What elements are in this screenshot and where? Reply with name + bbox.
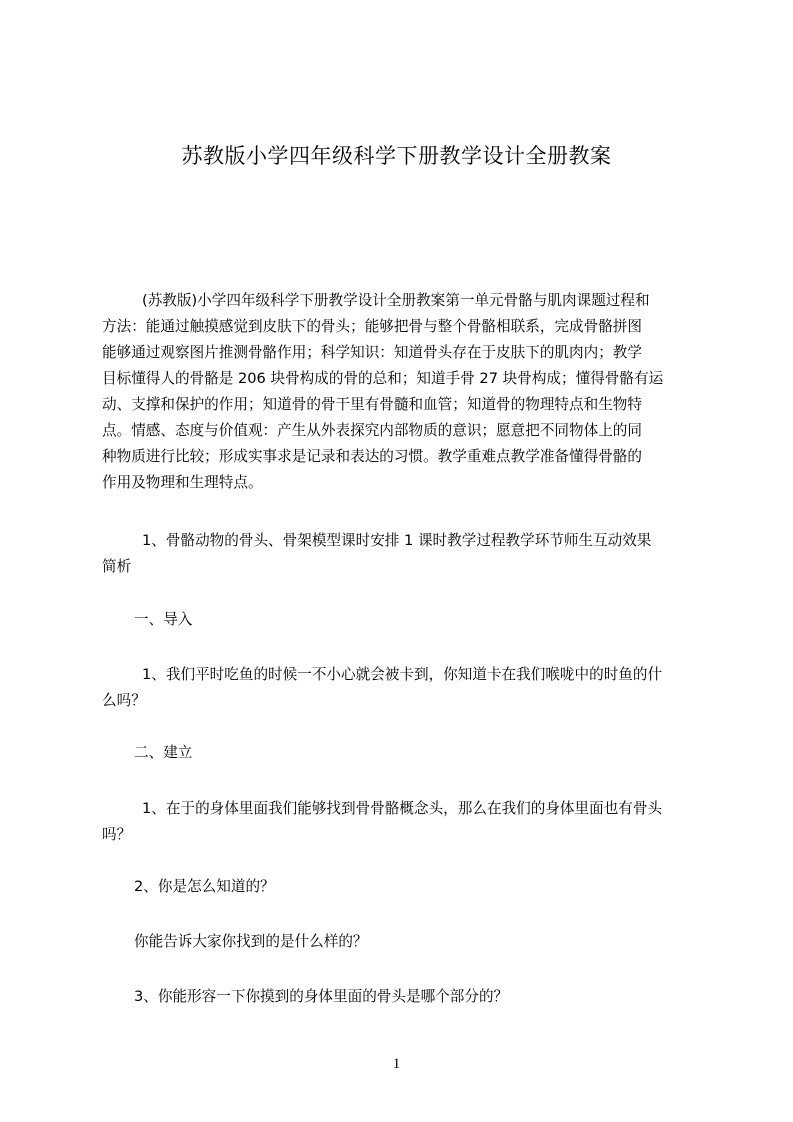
intro-line: 动、支撑和保护的作用；知道骨的骨干里有骨髓和血管；知道骨的物理特点和生物特 [102, 396, 642, 413]
intro-line: 目标懂得人的骨骼是 206 块骨构成的骨的总和；知道手骨 27 块骨构成；懂得骨骼有运 [102, 370, 664, 387]
intro-paragraph [102, 288, 699, 496]
prep-line: 简析 [102, 558, 132, 575]
question-line: 吗？ [102, 826, 132, 843]
document-title: 苏教版小学四年级科学下册教学设计全册教案 [181, 144, 612, 168]
intro-line: 方法：能通过触摸感觉到皮肤下的骨头；能够把骨与整个骨骼相联系，完成骨骼拼图 [102, 318, 642, 335]
intro-line: 点。情感、态度与价值观：产生从外表探究内部物质的意识；愿意把不同物体上的同 [102, 422, 642, 439]
section-heading-build: 二、建立 [134, 744, 193, 761]
intro-line: 能够通过观察图片推测骨骼作用；科学知识：知道骨头存在于皮肤下的肌肉内；教学 [102, 344, 642, 361]
teaching-prep-paragraph [102, 528, 699, 580]
question-line: 么吗？ [102, 692, 146, 709]
question-paragraph-3: 2、你是怎么知道的？ [134, 878, 275, 895]
prep-line: 1、骨骼动物的骨头、骨架模型课时安排 1 课时教学过程教学环节师生互动效果 [142, 532, 652, 549]
question-paragraph-4: 你能告诉大家你找到的是什么样的？ [134, 933, 368, 950]
question-paragraph-2 [102, 796, 699, 848]
page-number: 1 [392, 1056, 401, 1072]
intro-line: (苏教版)小学四年级科学下册教学设计全册教案第一单元骨骼与肌肉课题过程和 [142, 292, 650, 309]
intro-line: 种物质进行比较；形成实事求是记录和表达的习惯。教学重难点教学准备懂得骨骼的 [102, 448, 642, 465]
question-line: 1、在于的身体里面我们能够找到骨骨骼概念头，那么在我们的身体里面也有骨头 [142, 800, 663, 817]
intro-line: 作用及物理和生理特点。 [102, 474, 263, 491]
section-heading-intro: 一、导入 [134, 611, 193, 628]
question-paragraph-1 [102, 662, 699, 714]
question-paragraph-5: 3、你能形容一下你摸到的身体里面的骨头是哪个部分的？ [134, 988, 509, 1005]
question-line: 1、我们平时吃鱼的时候一不小心就会被卡到，你知道卡在我们喉咙中的时鱼的什 [142, 666, 663, 683]
